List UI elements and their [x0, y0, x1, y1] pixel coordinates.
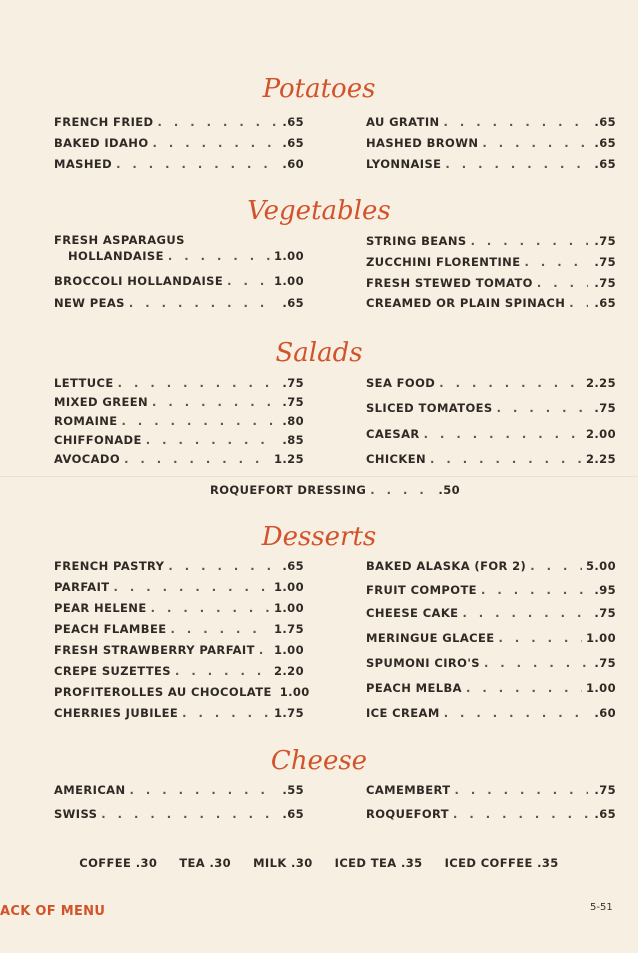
menu-item: CHERRIES JUBILEE . . . 1.75 [54, 705, 304, 721]
section-title-vegetables: Vegetables [247, 196, 391, 226]
menu-item: PEACH MELBA . . . 1.00 [366, 680, 616, 696]
menu-item: HASHED BROWN . . . .65 [366, 135, 616, 151]
menu-item: SPUMONI CIRO'S . . . .75 [366, 655, 616, 671]
menu-item: CREAMED OR PLAIN SPINACH . . . .65 [366, 295, 616, 311]
menu-item: AMERICAN . . . .55 [54, 782, 304, 798]
menu-item: STRING BEANS . . . .75 [366, 233, 616, 249]
menu-item: CHICKEN . . . 2.25 [366, 451, 616, 467]
menu-item: FRUIT COMPOTE . . . .95 [366, 582, 616, 598]
section-title-desserts: Desserts [261, 522, 377, 552]
menu-item: BROCCOLI HOLLANDAISE . . . 1.00 [54, 273, 304, 289]
menu-item: SWISS . . . .65 [54, 806, 304, 822]
menu-item: ICE CREAM . . . .60 [366, 705, 616, 721]
menu-item: FRESH STRAWBERRY PARFAIT . . . 1.00 [54, 642, 304, 658]
menu-item: LYONNAISE . . . .65 [366, 156, 616, 172]
menu-item: CREPE SUZETTES . . . 2.20 [54, 663, 304, 679]
menu-item: MASHED . . . .60 [54, 156, 304, 172]
menu-item: SEA FOOD . . . 2.25 [366, 375, 616, 391]
menu-item: SLICED TOMATOES . . . .75 [366, 400, 616, 416]
menu-item: FRENCH PASTRY . . . .65 [54, 558, 304, 574]
menu-item: AVOCADO . . . 1.25 [54, 451, 304, 467]
section-title-cheese: Cheese [270, 746, 368, 776]
paper-fold [0, 476, 638, 477]
menu-item: ROQUEFORT . . . .65 [366, 806, 616, 822]
section-title-potatoes: Potatoes [262, 74, 376, 104]
menu-item: CAMEMBERT . . . .75 [366, 782, 616, 798]
menu-item: LETTUCE . . . .75 [54, 375, 304, 391]
menu-item: BAKED IDAHO . . . .65 [54, 135, 304, 151]
print-code: 5-51 [590, 902, 613, 913]
menu-item: BAKED ALASKA (FOR 2) . . . 5.00 [366, 558, 616, 574]
menu-item: MERINGUE GLACEE . . . 1.00 [366, 630, 616, 646]
menu-item: PEACH FLAMBEE . . . 1.75 [54, 621, 304, 637]
menu-item: NEW PEAS . . . .65 [54, 295, 304, 311]
section-title-salads: Salads [275, 338, 363, 368]
menu-item: PEAR HELENE . . . 1.00 [54, 600, 304, 616]
menu-item-dressing: ROQUEFORT DRESSING . . . .50 [210, 482, 460, 498]
menu-item: HOLLANDAISE . . . 1.00 [54, 248, 304, 264]
menu-item: PARFAIT . . . 1.00 [54, 579, 304, 595]
back-of-menu-label: ACK OF MENU [0, 904, 106, 919]
menu-item: FRENCH FRIED . . . .65 [54, 114, 304, 130]
menu-item: CHIFFONADE . . . .85 [54, 432, 304, 448]
menu-item: ROMAINE . . . .80 [54, 413, 304, 429]
menu-item: PROFITEROLLES AU CHOCOLATE 1.00 [54, 685, 310, 699]
menu-item: AU GRATIN . . . .65 [366, 114, 616, 130]
menu-item: CAESAR . . . 2.00 [366, 426, 616, 442]
beverages-line: COFFEE .30 TEA .30 MILK .30 ICED TEA .35 ICED COFFEE .35 [79, 856, 559, 870]
menu-item: FRESH STEWED TOMATO . . . .75 [366, 275, 616, 291]
menu-item: MIXED GREEN . . . .75 [54, 394, 304, 410]
menu-item-name-line1: FRESH ASPARAGUS [54, 233, 185, 247]
menu-item: ZUCCHINI FLORENTINE . . . .75 [366, 254, 616, 270]
menu-item: CHEESE CAKE . . . .75 [366, 605, 616, 621]
